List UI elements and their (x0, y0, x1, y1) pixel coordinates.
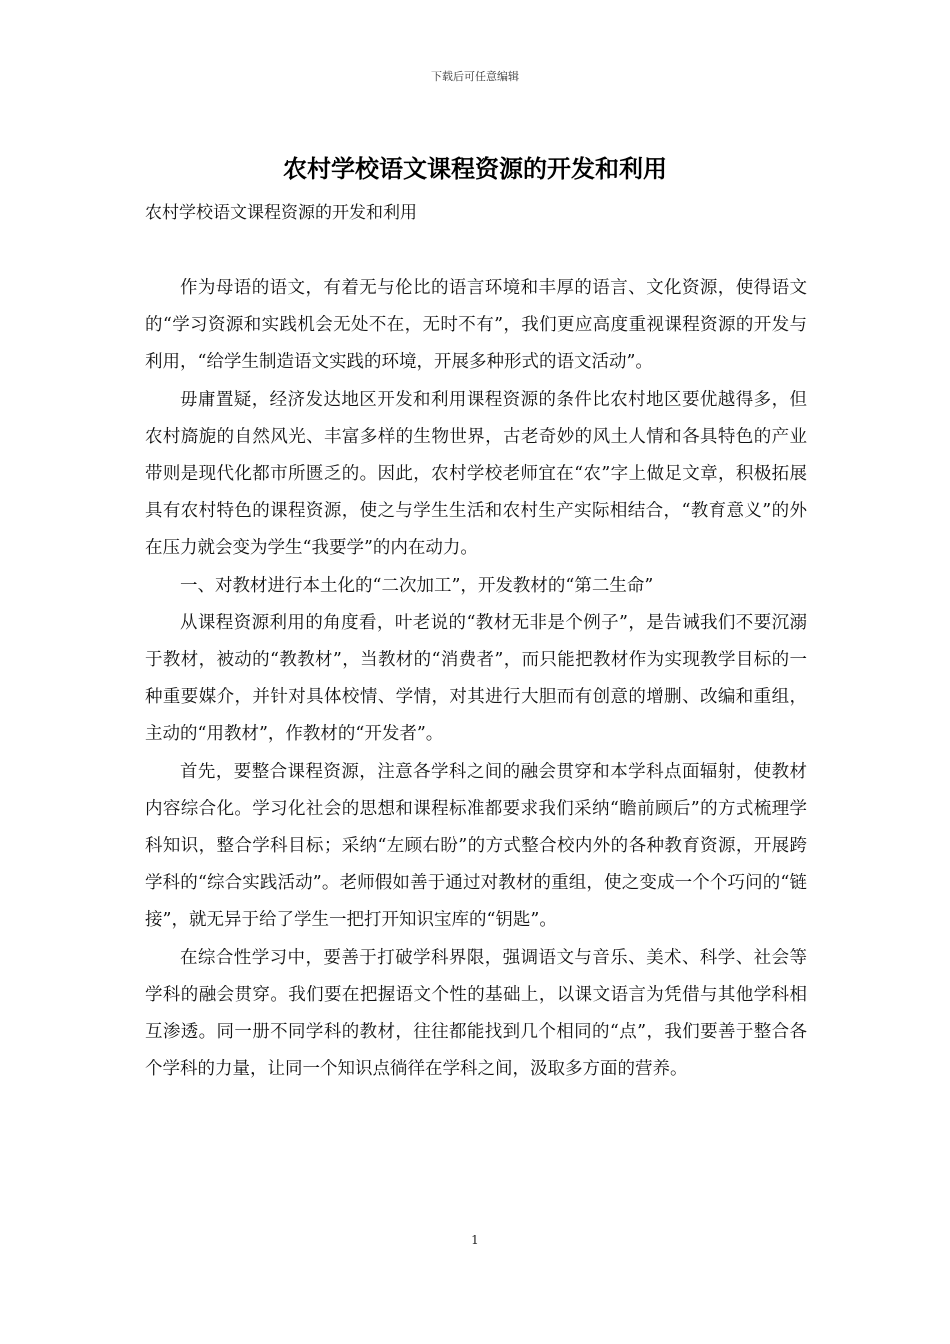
section-heading: 一、对教材进行本土化的“二次加工”，开发教材的“第二生命” (180, 575, 654, 596)
paragraph: 毋庸置疑，经济发达地区开发和利用课程资源的条件比农村地区要优越得多，但农村旖旎的自然风光、丰富多样的生物世界，古老奇妙的风土人情和各具特色的产业带则是现代化都市所匮乏的。因此，农村学校老师宜在“农”字上做足文章，积极拓展具有农村特色的课程资源，使之与学生生活和农村生产实际相结合，“教育意义”的外在压力就会变为学生“我要学”的内在动力。 (145, 389, 807, 559)
paragraph: 作为母语的语文，有着无与伦比的语言环境和丰厚的语言、文化资源，使得语文的“学习资源和实践机会无处不在，无时不有”，我们更应高度重视课程资源的开发与利用，“给学生制造语文实践的环境，开展多种形式的语文活动”。 (145, 278, 807, 373)
paragraph: 首先，要整合课程资源，注意各学科之间的融会贯穿和本学科点面辐射，使教材内容综合化。学习化社会的思想和课程标准都要求我们采纳“瞻前顾后”的方式梳理学科知识，整合学科目标；采纳“左顾右盼”的方式整合校内外的各种教育资源，开展跨学科的“综合实践活动”。老师假如善于通过对教材的重组，使之变成一个个巧问的“链接”，就无异于给了学生一把打开知识宝库的“钥匙”。 (145, 761, 807, 931)
page-number: 1 (471, 1233, 479, 1247)
header-note: 下载后可任意编辑 (431, 70, 519, 83)
paragraph: 从课程资源利用的角度看，叶老说的“教材无非是个例子”，是告诫我们不要沉溺于教材，被动的“教教材”，当教材的“消费者”，而只能把教材作为实现教学目标的一种重要媒介，并针对具体校情、学情，对其进行大胆而有创意的增删、改编和重组，主动的“用教材”，作教材的“开发者”。 (145, 612, 807, 745)
document-title: 农村学校语文课程资源的开发和利用 (283, 154, 667, 183)
document-body (145, 270, 807, 1088)
document-subtitle: 农村学校语文课程资源的开发和利用 (145, 203, 417, 223)
paragraph: 在综合性学习中，要善于打破学科界限，强调语文与音乐、美术、科学、社会等学科的融会贯穿。我们要在把握语文个性的基础上，以课文语言为凭借与其他学科相互渗透。同一册不同学科的教材，往往都能找到几个相同的“点”，我们要善于整合各个学科的力量，让同一个知识点徜徉在学科之间，汲取多方面的营养。 (145, 947, 807, 1080)
